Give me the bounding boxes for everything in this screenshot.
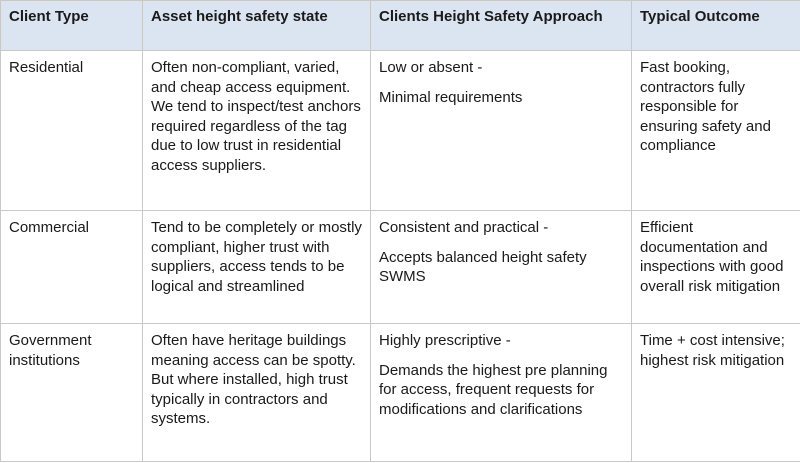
- asset-state-cell: Often have heritage buildings meaning access can be spotty. But where installed, high trust typically in contractors and systems.: [143, 324, 371, 462]
- approach-title: Highly prescriptive -: [379, 332, 511, 349]
- table-row: [1, 324, 800, 462]
- approach-title: Consistent and practical -: [379, 219, 549, 236]
- table-row: [1, 211, 800, 324]
- table-row: [1, 51, 800, 211]
- approach-cell: [371, 211, 632, 324]
- header-outcome: Typical Outcome: [632, 1, 800, 51]
- client-type-cell: Residential: [1, 51, 143, 211]
- approach-cell: [371, 51, 632, 211]
- header-row: [1, 1, 800, 51]
- approach-detail: Accepts balanced height safety SWMS: [379, 248, 587, 285]
- client-type-cell: Commercial: [1, 211, 143, 324]
- outcome-cell: Fast booking, contractors fully responsible for ensuring safety and compliance: [632, 51, 800, 211]
- header-client-type: Client Type: [1, 1, 143, 51]
- approach-detail: Minimal requirements: [379, 88, 523, 106]
- asset-state-cell: Often non-compliant, varied, and cheap access equipment. We tend to inspect/test anchors required regardless of the tag due to low trust in residential access suppliers.: [143, 51, 371, 211]
- approach-title: Low or absent -: [379, 59, 483, 76]
- outcome-cell: Efficient documentation and inspections with good overall risk mitigation: [632, 211, 800, 324]
- header-asset-state: Asset height safety state: [143, 1, 371, 51]
- client-type-cell: Government institutions: [1, 324, 143, 462]
- header-approach: Clients Height Safety Approach: [371, 1, 632, 51]
- outcome-cell: Time + cost intensive; highest risk mitigation: [632, 324, 800, 462]
- approach-cell: [371, 324, 632, 462]
- approach-detail: Demands the highest pre planning for access, frequent requests for modifications and clarifications: [379, 361, 608, 418]
- asset-state-cell: Tend to be completely or mostly compliant, higher trust with suppliers, access tends to be logical and streamlined: [143, 211, 371, 324]
